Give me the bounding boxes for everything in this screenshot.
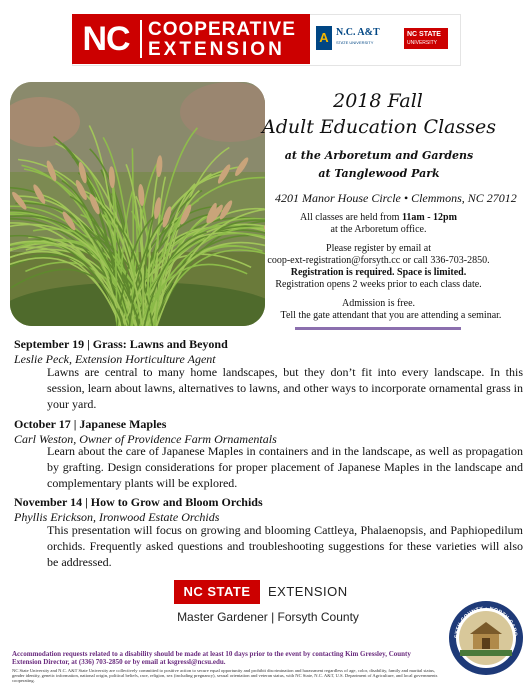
extension-footer-text: EXTENSION	[268, 584, 348, 599]
hours-line	[275, 212, 482, 223]
location-line: at the Arboretum office.	[330, 224, 427, 235]
logo-cooperative: COOPERATIVE	[148, 19, 296, 40]
nc-cooperative-extension-logo	[72, 14, 310, 64]
registration-opens: Registration opens 2 weeks prior to each class date.	[275, 279, 482, 290]
session-speaker: Leslie Peck, Extension Horticulture Agent	[14, 352, 216, 366]
session-speaker: Carl Weston, Owner of Providence Farm Ornamentals	[14, 432, 277, 446]
address: 4201 Manor House Circle • Clemmons, NC 27012	[275, 191, 517, 205]
session-heading: November 14 | How to Grow and Bloom Orchids	[14, 495, 263, 509]
subtitle-park: at Tanglewood Park	[318, 167, 440, 180]
session-heading: September 19 | Grass: Lawns and Beyond	[14, 337, 228, 351]
gate-notice: Tell the gate attendant that you are attending a seminar.	[280, 310, 502, 321]
forsyth-county-seal-icon	[448, 600, 524, 676]
ncs-logo-line2: UNIVERSITY	[407, 40, 438, 46]
admission-free: Admission is free.	[341, 298, 416, 309]
register-line1: Please register by email at	[326, 243, 431, 254]
registration-required: Registration is required. Space is limited.	[290, 267, 467, 278]
at-name: N.C. A&T	[336, 27, 380, 38]
title-classes: Adult Education Classes	[262, 116, 496, 138]
hours-prefix: All classes are held from	[300, 212, 402, 223]
at-sub: STATE UNIVERSITY	[336, 40, 374, 45]
grass-illustration	[10, 82, 265, 326]
session-description: Lawns are central to many home landscapes, but they don’t fit into every landscape. In this session, learn about lawns, alternatives to lawns, and other ways to incorporate ornamental grass in your yard.	[47, 365, 523, 411]
session-description: This presentation will focus on growing and blooming Cattleya, Phalaenopsis, and Paphiopedilum orchids. Frequently asked questions and troubleshooting suggestions for these varieties will also be addressed.	[47, 523, 523, 569]
register-line2: coop-ext-registration@forsyth.cc or call 336-703-2850.	[267, 255, 490, 266]
at-mark-icon: A	[316, 26, 332, 50]
master-gardener-text: Master Gardener | Forsyth County	[177, 610, 359, 624]
nc-letters: NC	[82, 20, 130, 58]
legal-notice: NC State University and N.C. A&T State University are collectively committed to positive action to secure equal opportunity and prohibit discrimination and harassment regardless of age, color, disability, family and marital status, gender identity, genetic information, national origin, political beliefs, race, religion, sex (including pregnancy), sexual orientation and veteran status, with NC State, N.C. A&T, U.S. Department of Agriculture, and local governments cooperating.	[12, 668, 438, 684]
ornamental-grass-photo	[10, 82, 265, 326]
nc-state-footer-logo: NC STATE	[174, 580, 260, 604]
nc-at-logo	[316, 22, 386, 56]
session-speaker: Phyllis Erickson, Ironwood Estate Orchids	[14, 510, 220, 524]
divider-rule	[295, 327, 461, 330]
logo-divider	[140, 20, 142, 58]
session-description: Learn about the care of Japanese Maples in containers and in the landscape, as well as propagation by grafting. Design considerations for proper placement of Japanese Maples in the landscape and complementary plants will be explored.	[47, 444, 523, 490]
logo-extension: EXTENSION	[148, 39, 285, 60]
subtitle-arboretum: at the Arboretum and Gardens	[284, 149, 474, 162]
nc-state-university-logo	[404, 28, 448, 49]
seal-text: SYTH COUNTY • NORTH CARO	[453, 605, 519, 639]
ncs-logo-line1: NC STATE	[407, 31, 441, 38]
hours-value: 11am - 12pm	[401, 212, 457, 223]
session-heading: October 17 | Japanese Maples	[14, 417, 167, 431]
accommodation-notice: Accommodation requests related to a disability should be made at least 10 days prior to the event by contacting Kim Gressley, County Extension Director, at (336) 703-2850 or by email at ksgressl@ncsu.edu.	[12, 650, 411, 666]
title-year: 2018 Fall	[333, 90, 423, 112]
